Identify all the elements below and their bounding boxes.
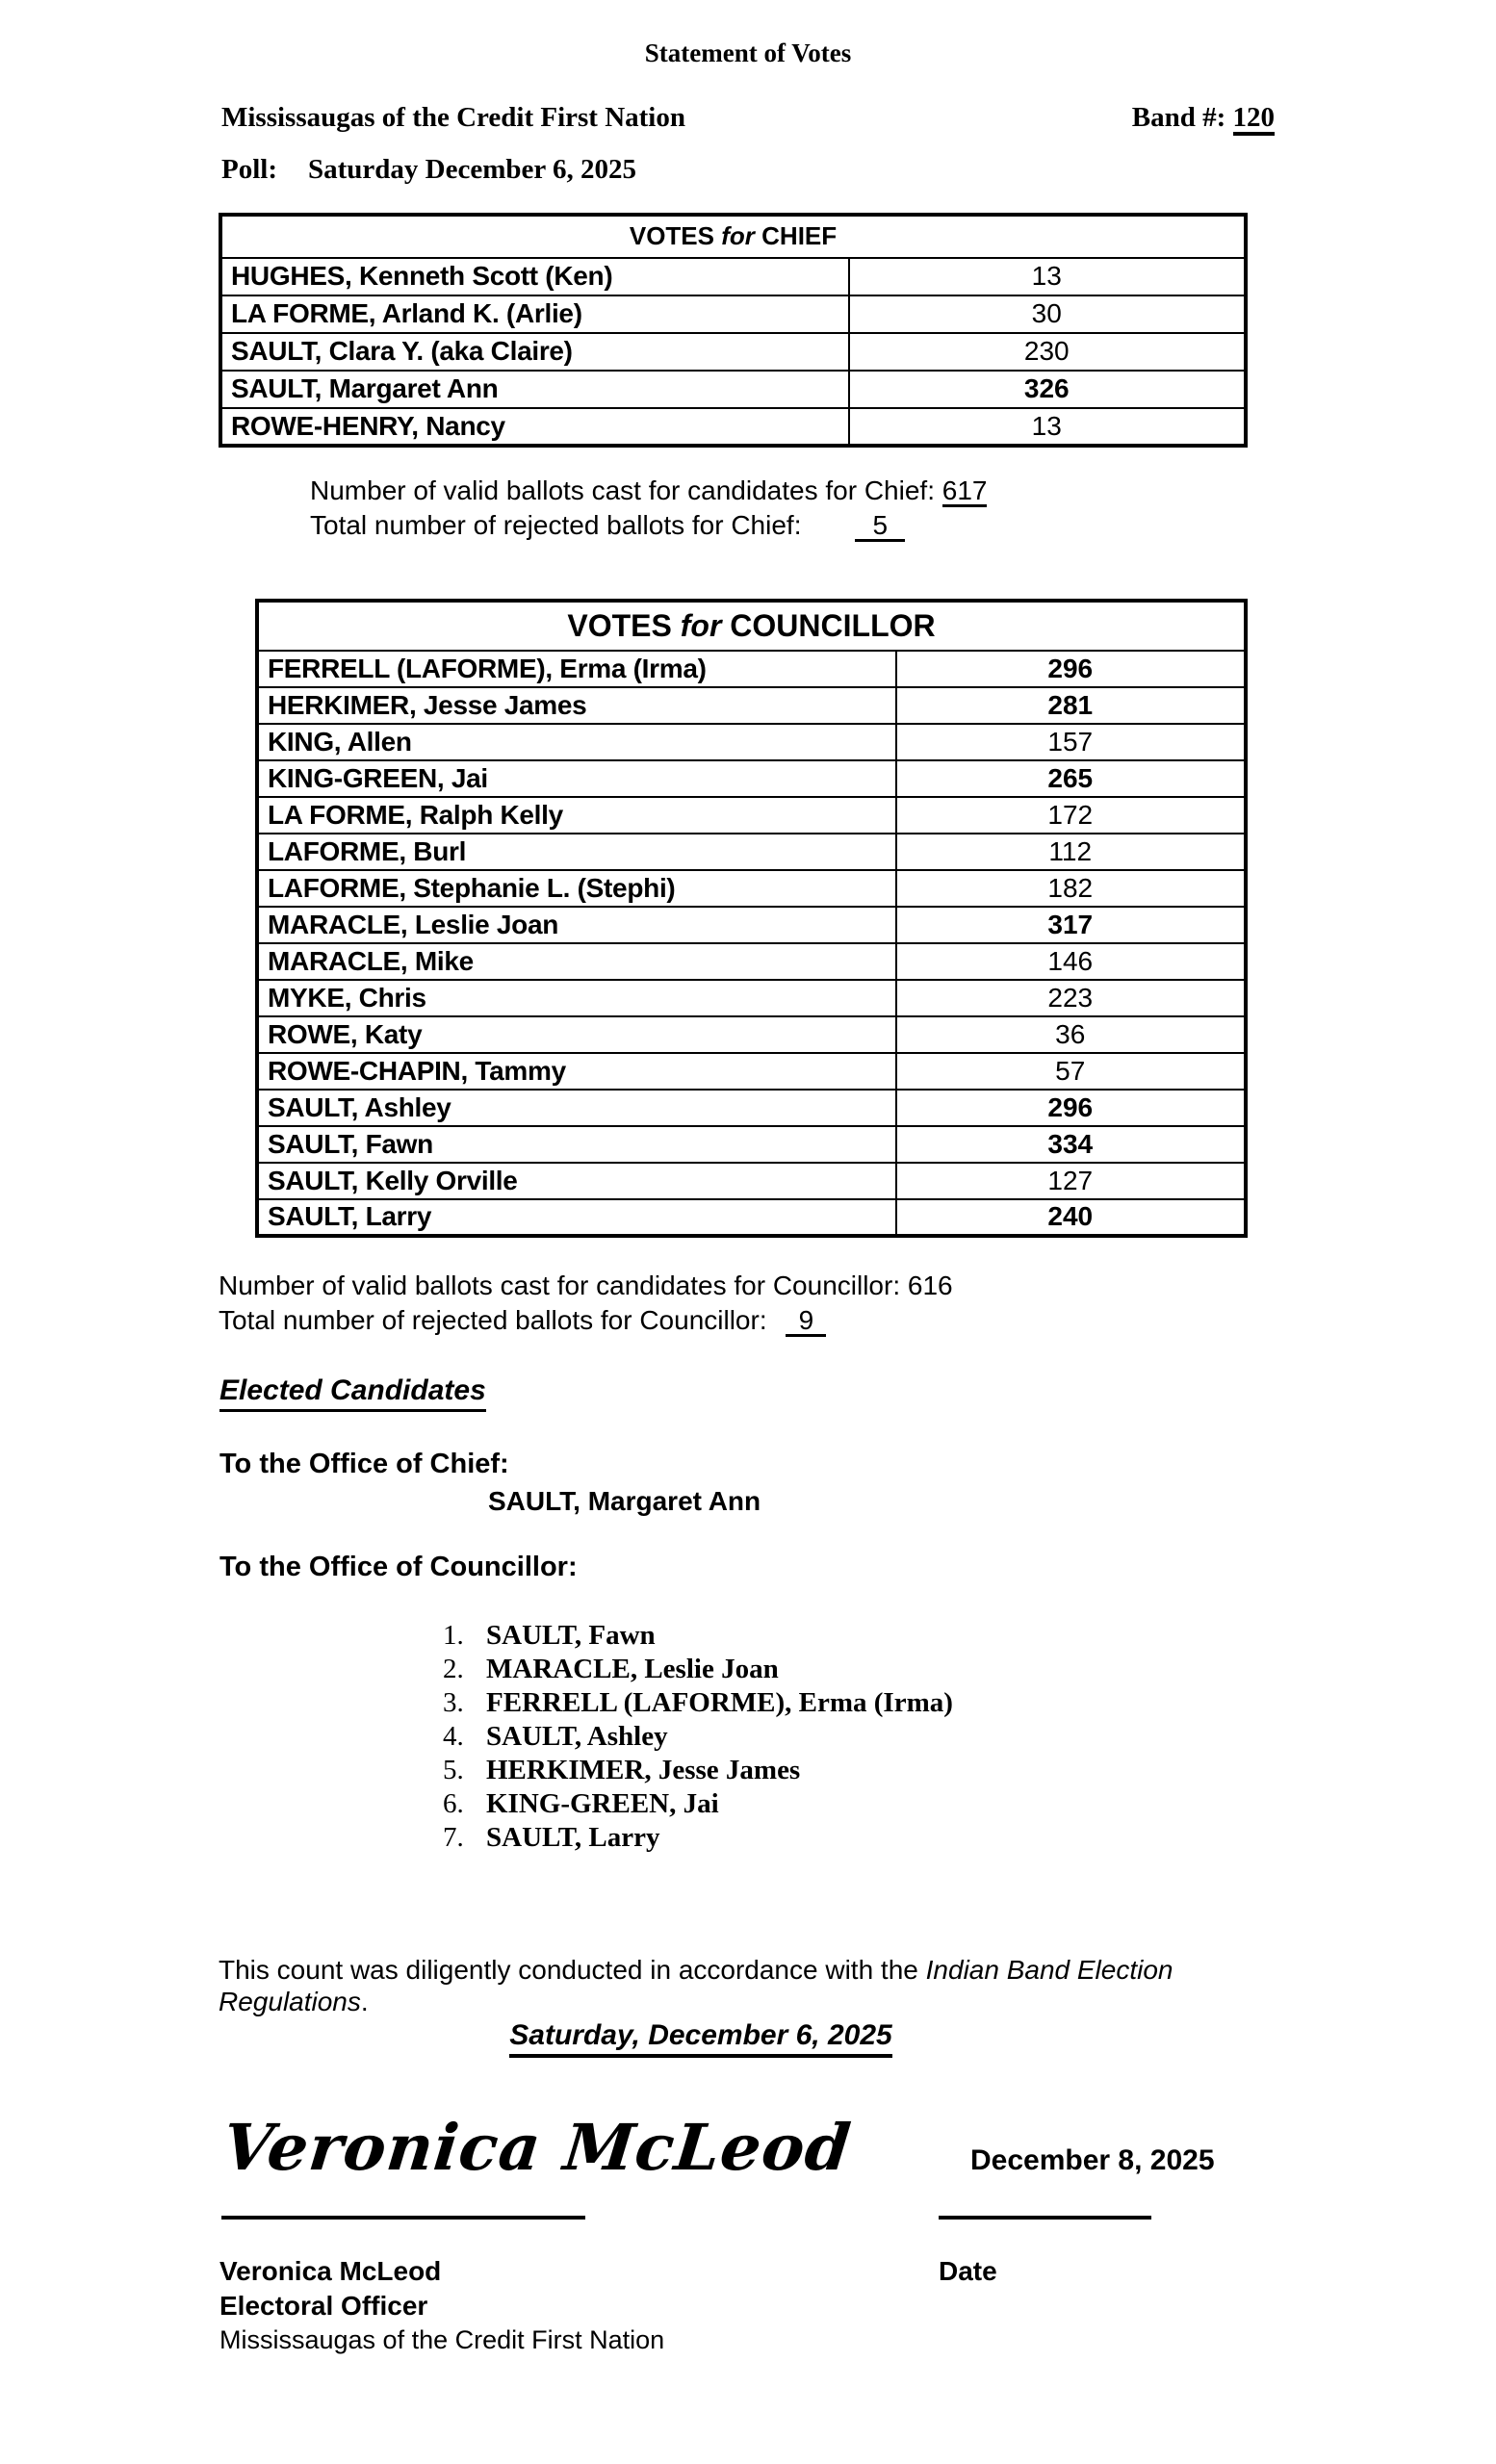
signed-date: December 8, 2025 <box>970 2144 1215 2176</box>
list-item-number: 5. <box>443 1755 464 1785</box>
vote-count-cell: 326 <box>849 371 1246 408</box>
chief-valid-value: 617 <box>942 476 988 507</box>
table-row <box>258 1090 1246 1126</box>
statement-text: . <box>360 1987 369 2016</box>
officer-title: Electoral Officer <box>219 2291 428 2321</box>
table-row <box>258 943 1246 980</box>
chief-table-header <box>221 216 1246 258</box>
elected-chief-name: SAULT, Margaret Ann <box>488 1486 761 1516</box>
statement-date <box>219 2019 1183 2058</box>
compliance-statement <box>219 1954 1292 2017</box>
chief-rejected-label: Total number of rejected ballots for Chief: <box>310 510 802 540</box>
vote-count-cell: 296 <box>896 1090 1246 1126</box>
candidate-name-cell: MARACLE, Mike <box>258 943 896 980</box>
statement-regulation-name: Regulations <box>219 1987 361 2016</box>
candidate-name-cell: KING, Allen <box>258 724 896 760</box>
vote-count-cell: 13 <box>849 408 1246 446</box>
table-row <box>258 834 1246 870</box>
table-row <box>221 258 1246 295</box>
councillor-rejected-ballots-line <box>219 1303 953 1338</box>
band-number: 120 <box>1233 103 1276 136</box>
vote-count-cell: 240 <box>896 1199 1246 1236</box>
candidate-name-cell: SAULT, Margaret Ann <box>221 371 849 408</box>
table-header-row <box>258 602 1246 651</box>
candidate-name-cell: SAULT, Kelly Orville <box>258 1163 896 1199</box>
candidate-name-cell: HUGHES, Kenneth Scott (Ken) <box>221 258 849 295</box>
date-line <box>939 2216 1151 2220</box>
candidate-name-cell: MARACLE, Leslie Joan <box>258 907 896 943</box>
header-text: VOTES <box>567 607 672 643</box>
signature-handwriting: Veronica McLeod <box>219 2110 855 2185</box>
list-item <box>443 1653 953 1686</box>
list-item-name: MARACLE, Leslie Joan <box>486 1654 779 1684</box>
list-item-number: 3. <box>443 1687 464 1718</box>
list-item <box>443 1619 953 1653</box>
councillor-valid-label: Number of valid ballots cast for candidates for Councillor: <box>219 1270 901 1300</box>
candidate-name-cell: LA FORME, Ralph Kelly <box>258 797 896 834</box>
candidate-name-cell: SAULT, Larry <box>258 1199 896 1236</box>
councillor-valid-value: 616 <box>907 1270 953 1300</box>
candidate-name-cell: ROWE-HENRY, Nancy <box>221 408 849 446</box>
table-row <box>221 295 1246 333</box>
table-row <box>258 797 1246 834</box>
chief-valid-ballots-line <box>310 474 987 508</box>
list-item-name: SAULT, Larry <box>486 1822 660 1853</box>
vote-count-cell: 30 <box>849 295 1246 333</box>
candidate-name-cell: ROWE, Katy <box>258 1016 896 1053</box>
table-row <box>258 687 1246 724</box>
table-row <box>258 1016 1246 1053</box>
date-label: Date <box>939 2256 997 2286</box>
table-header-row <box>221 216 1246 258</box>
elected-candidates-heading-text: Elected Candidates <box>219 1374 486 1412</box>
table-row <box>258 907 1246 943</box>
vote-count-cell: 157 <box>896 724 1246 760</box>
table-row <box>258 651 1246 687</box>
header-text-italic: for <box>680 607 722 643</box>
candidate-name-cell: KING-GREEN, Jai <box>258 760 896 797</box>
vote-count-cell: 112 <box>896 834 1246 870</box>
councillor-ballot-summary <box>219 1269 953 1338</box>
statement-text: This count was diligently conducted in accordance with the <box>219 1955 926 1985</box>
candidate-name-cell: SAULT, Fawn <box>258 1126 896 1163</box>
header-text: COUNCILLOR <box>730 607 936 643</box>
list-item-name: KING-GREEN, Jai <box>486 1788 719 1819</box>
vote-count-cell: 13 <box>849 258 1246 295</box>
vote-count-cell: 296 <box>896 651 1246 687</box>
candidate-name-cell: ROWE-CHAPIN, Tammy <box>258 1053 896 1090</box>
vote-count-cell: 146 <box>896 943 1246 980</box>
signature-line <box>221 2216 585 2220</box>
councillor-table-header <box>258 602 1246 651</box>
chief-votes-table <box>219 214 1247 447</box>
councillor-votes-table <box>256 600 1247 1237</box>
chief-ballot-summary <box>310 474 987 543</box>
vote-count-cell: 223 <box>896 980 1246 1016</box>
candidate-name-cell: FERRELL (LAFORME), Erma (Irma) <box>258 651 896 687</box>
officer-name: Veronica McLeod <box>219 2256 442 2286</box>
list-item <box>443 1720 953 1754</box>
header-text: CHIEF <box>761 221 838 251</box>
band-label: Band #: <box>1131 102 1226 133</box>
table-row <box>258 980 1246 1016</box>
list-item-number: 4. <box>443 1721 464 1752</box>
candidate-name-cell: LAFORME, Stephanie L. (Stephi) <box>258 870 896 907</box>
list-item-name: SAULT, Ashley <box>486 1721 668 1752</box>
table-row <box>258 1126 1246 1163</box>
list-item <box>443 1686 953 1720</box>
list-item <box>443 1787 953 1821</box>
vote-count-cell: 127 <box>896 1163 1246 1199</box>
header-text: VOTES <box>629 221 714 251</box>
candidate-name-cell: MYKE, Chris <box>258 980 896 1016</box>
table-row <box>258 724 1246 760</box>
doc-title: Statement of Votes <box>644 38 852 67</box>
vote-count-cell: 281 <box>896 687 1246 724</box>
vote-count-cell: 334 <box>896 1126 1246 1163</box>
list-item-name: SAULT, Fawn <box>486 1620 656 1651</box>
list-item-name: HERKIMER, Jesse James <box>486 1755 801 1785</box>
chief-rejected-value: 5 <box>855 511 905 542</box>
list-item-number: 7. <box>443 1822 464 1853</box>
poll-date: Saturday December 6, 2025 <box>308 154 636 185</box>
table-row <box>258 870 1246 907</box>
vote-count-cell: 265 <box>896 760 1246 797</box>
list-item-number: 2. <box>443 1654 464 1684</box>
table-row <box>258 1199 1246 1236</box>
table-row <box>258 760 1246 797</box>
list-item <box>443 1754 953 1787</box>
candidate-name-cell: SAULT, Clara Y. (aka Claire) <box>221 333 849 371</box>
band-line <box>1132 102 1275 136</box>
list-item-name: FERRELL (LAFORME), Erma (Irma) <box>486 1687 953 1718</box>
table-row <box>221 333 1246 371</box>
councillor-rejected-label: Total number of rejected ballots for Councillor: <box>219 1305 767 1335</box>
list-item <box>443 1821 953 1855</box>
candidate-name-cell: HERKIMER, Jesse James <box>258 687 896 724</box>
officer-org: Mississaugas of the Credit First Nation <box>219 2325 665 2354</box>
org-name: Mississaugas of the Credit First Nation <box>221 102 685 133</box>
vote-count-cell: 172 <box>896 797 1246 834</box>
table-row <box>221 371 1246 408</box>
candidate-name-cell: LAFORME, Burl <box>258 834 896 870</box>
chief-rejected-ballots-line <box>310 508 987 543</box>
table-row <box>258 1163 1246 1199</box>
list-item-number: 1. <box>443 1620 464 1651</box>
chief-valid-label: Number of valid ballots cast for candidates for Chief: <box>310 475 935 505</box>
vote-count-cell: 36 <box>896 1016 1246 1053</box>
candidate-name-cell: SAULT, Ashley <box>258 1090 896 1126</box>
councillor-rejected-value: 9 <box>786 1306 826 1337</box>
header-text-italic: for <box>721 221 755 251</box>
candidate-name-cell: LA FORME, Arland K. (Arlie) <box>221 295 849 333</box>
statement-regulation-name: Indian Band Election <box>925 1955 1174 1985</box>
table-row <box>258 1053 1246 1090</box>
vote-count-cell: 182 <box>896 870 1246 907</box>
elected-candidates-heading <box>219 1374 486 1412</box>
poll-line <box>221 154 636 186</box>
vote-count-cell: 230 <box>849 333 1246 371</box>
poll-label: Poll: <box>221 154 277 185</box>
elected-councillors-list <box>443 1619 953 1855</box>
table-row <box>221 408 1246 446</box>
office-of-councillor-heading: To the Office of Councillor: <box>219 1552 578 1582</box>
councillor-valid-ballots-line <box>219 1269 953 1303</box>
vote-count-cell: 57 <box>896 1053 1246 1090</box>
vote-count-cell: 317 <box>896 907 1246 943</box>
office-of-chief-heading: To the Office of Chief: <box>219 1449 509 1479</box>
list-item-number: 6. <box>443 1788 464 1819</box>
statement-date-text: Saturday, December 6, 2025 <box>509 2019 891 2058</box>
